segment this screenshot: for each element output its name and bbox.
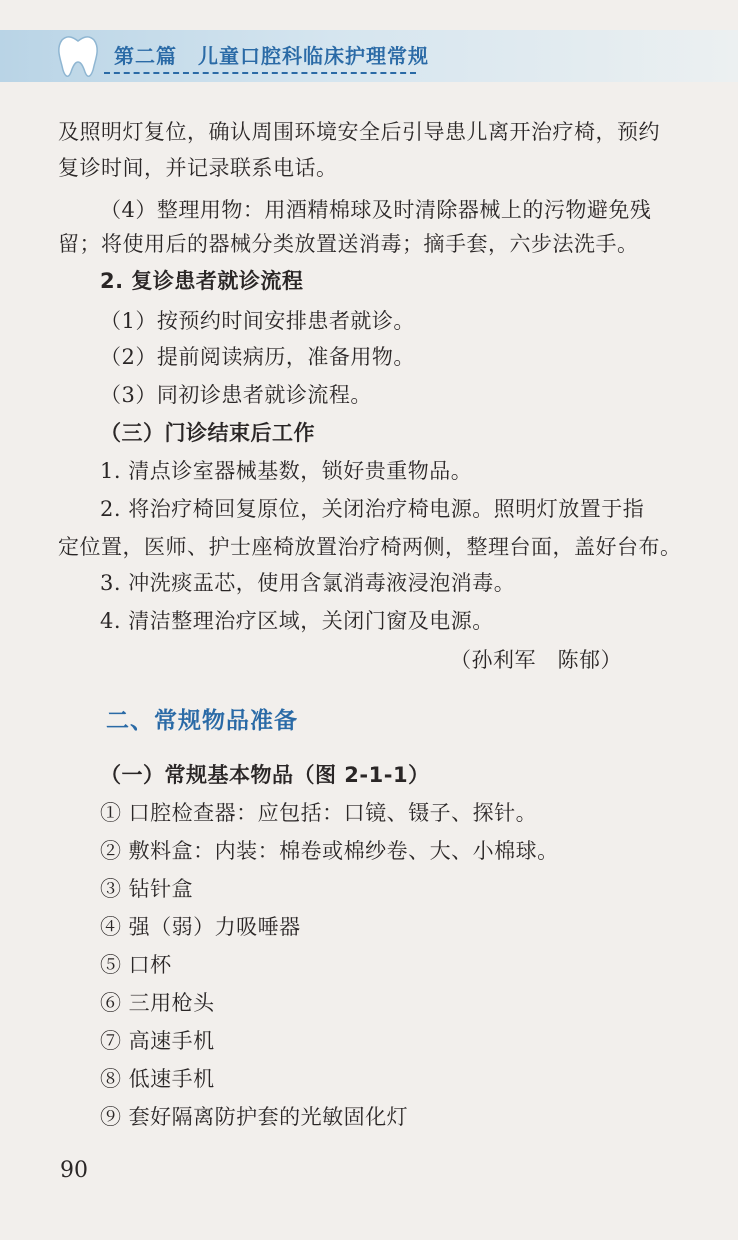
page-number: 90 — [60, 1158, 88, 1183]
body-line: 定位置，医师、护士座椅放置治疗椅两侧，整理台面，盖好台布。 — [58, 535, 682, 559]
body-line: 4. 清洁整理治疗区域，关闭门窗及电源。 — [100, 609, 494, 633]
subsection-heading: （三）门诊结束后工作 — [100, 421, 315, 445]
body-line: （4）整理用物：用酒精棉球及时清除器械上的污物避免残 — [100, 198, 652, 222]
header-divider — [104, 72, 416, 74]
body-line: 1. 清点诊室器械基数，锁好贵重物品。 — [100, 459, 473, 483]
list-item: ⑤ 口杯 — [100, 953, 172, 977]
list-item: ⑧ 低速手机 — [100, 1067, 215, 1091]
body-line: 3. 冲洗痰盂芯，使用含氯消毒液浸泡消毒。 — [100, 571, 516, 595]
body-line: （1）按预约时间安排患者就诊。 — [100, 309, 415, 333]
list-item: ⑨ 套好隔离防护套的光敏固化灯 — [100, 1105, 409, 1129]
body-line: （2）提前阅读病历，准备用物。 — [100, 345, 415, 369]
tooth-icon — [52, 32, 104, 82]
body-line: 留；将使用后的器械分类放置送消毒；摘手套，六步法洗手。 — [58, 232, 639, 256]
body-line: 复诊时间，并记录联系电话。 — [58, 156, 338, 180]
body-line: 2. 将治疗椅回复原位，关闭治疗椅电源。照明灯放置于指 — [100, 497, 645, 521]
body-line: 及照明灯复位，确认周围环境安全后引导患儿离开治疗椅，预约 — [58, 120, 660, 144]
subsection-heading: 2. 复诊患者就诊流程 — [100, 269, 304, 293]
body-line: （3）同初诊患者就诊流程。 — [100, 383, 372, 407]
list-item: ④ 强（弱）力吸唾器 — [100, 915, 301, 939]
list-item: ⑦ 高速手机 — [100, 1029, 215, 1053]
chapter-title: 第二篇 儿童口腔科临床护理常规 — [114, 44, 429, 68]
list-item: ① 口腔检查器：应包括：口镜、镊子、探针。 — [100, 801, 538, 825]
author-credit: （孙利军 陈郁） — [450, 648, 622, 672]
list-item: ② 敷料盒：内装：棉卷或棉纱卷、大、小棉球。 — [100, 839, 559, 863]
section-heading: 二、常规物品准备 — [106, 708, 298, 734]
subsection-heading: （一）常规基本物品（图 2-1-1） — [100, 763, 430, 787]
list-item: ③ 钻针盒 — [100, 877, 194, 901]
list-item: ⑥ 三用枪头 — [100, 991, 215, 1015]
